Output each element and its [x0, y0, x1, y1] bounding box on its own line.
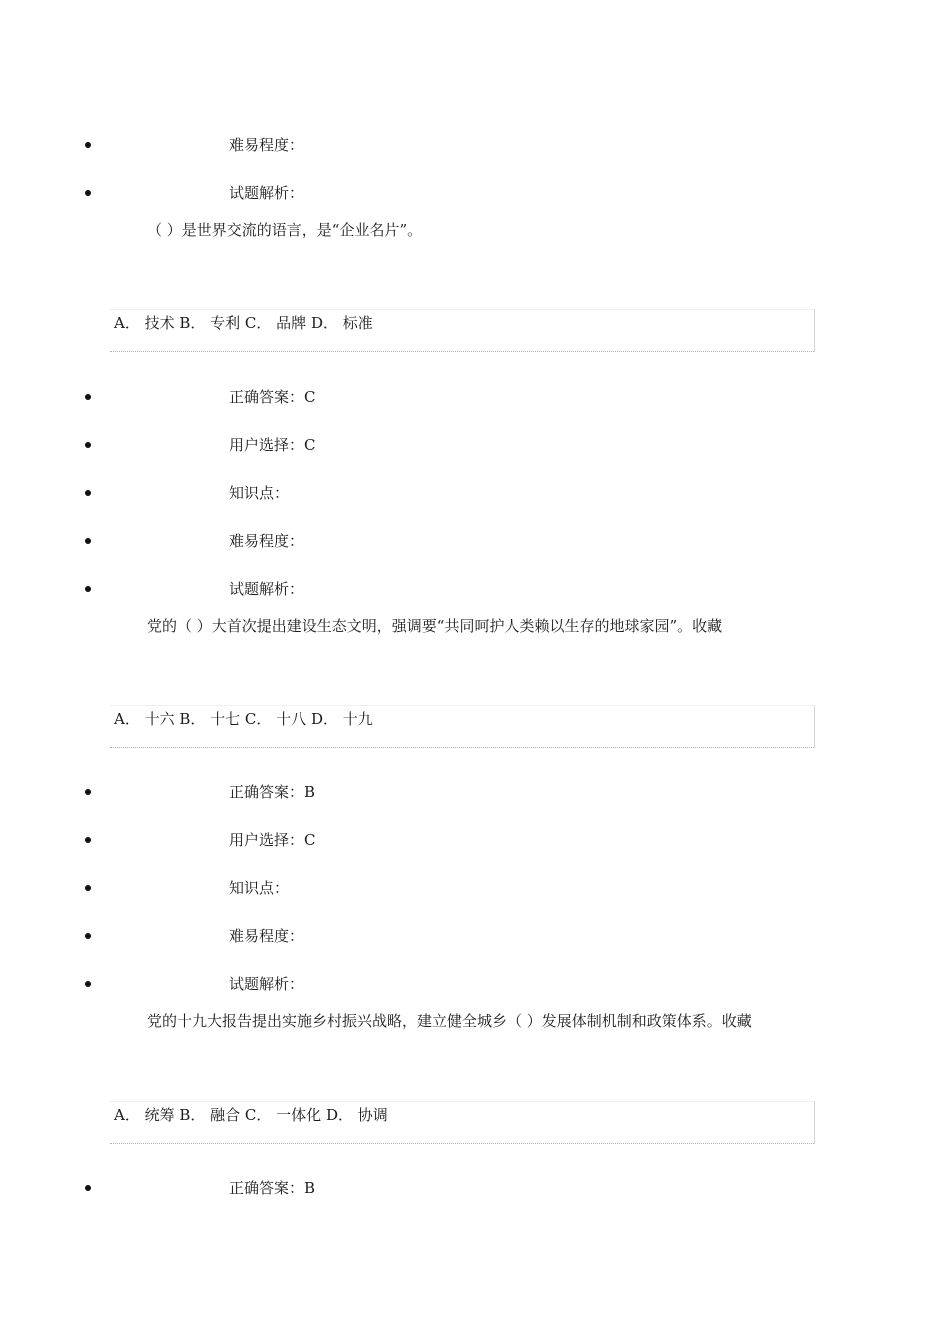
list-item	[0, 433, 950, 457]
field-value: C	[304, 831, 316, 849]
bullet-icon	[85, 190, 91, 196]
field-value: B	[304, 783, 316, 801]
list-item	[0, 780, 950, 804]
bullet-icon	[85, 981, 91, 987]
field-label: 知识点：	[229, 879, 290, 897]
bullet-icon	[85, 490, 91, 496]
field-label: 难易程度：	[229, 927, 305, 945]
bullet-icon	[85, 789, 91, 795]
list-item	[0, 385, 950, 409]
question-text: （ ）是世界交流的语言，是“企业名片”。	[147, 221, 423, 239]
field-label: 难易程度：	[229, 136, 305, 154]
options-box	[110, 705, 815, 748]
list-item	[0, 972, 950, 996]
list-item	[0, 924, 950, 948]
list-item	[0, 181, 950, 205]
field-value: C	[304, 436, 316, 454]
field-label: 知识点：	[229, 484, 290, 502]
options-text: A． 统筹 B． 融合 C． 一体化 D． 协调	[114, 1106, 388, 1124]
field-label: 试题解析：	[229, 184, 305, 202]
field-label: 试题解析：	[229, 975, 305, 993]
options-box	[110, 309, 815, 352]
bullet-icon	[85, 142, 91, 148]
list-item	[0, 529, 950, 553]
list-item	[0, 577, 950, 601]
list-item	[0, 481, 950, 505]
options-text: A． 技术 B． 专利 C． 品牌 D． 标准	[114, 314, 373, 332]
question-text: 党的（ ）大首次提出建设生态文明，强调要“共同呵护人类赖以生存的地球家园”。收藏	[147, 617, 723, 635]
list-item	[0, 133, 950, 157]
bullet-icon	[85, 1185, 91, 1191]
bullet-icon	[85, 442, 91, 448]
field-label: 正确答案：	[229, 783, 305, 801]
options-text: A． 十六 B． 十七 C． 十八 D． 十九	[114, 710, 373, 728]
field-value: C	[304, 388, 316, 406]
bullet-icon	[85, 538, 91, 544]
list-item	[0, 876, 950, 900]
bullet-icon	[85, 837, 91, 843]
options-box	[110, 1101, 815, 1144]
field-label: 用户选择：	[229, 436, 305, 454]
list-item	[0, 828, 950, 852]
field-label: 正确答案：	[229, 388, 305, 406]
question-text: 党的十九大报告提出实施乡村振兴战略，建立健全城乡（ ）发展体制机制和政策体系。收藏	[147, 1012, 752, 1030]
list-item	[0, 1176, 950, 1200]
bullet-icon	[85, 586, 91, 592]
bullet-icon	[85, 885, 91, 891]
bullet-icon	[85, 394, 91, 400]
field-label: 用户选择：	[229, 831, 305, 849]
field-label: 正确答案：	[229, 1179, 305, 1197]
field-label: 试题解析：	[229, 580, 305, 598]
bullet-icon	[85, 933, 91, 939]
field-label: 难易程度：	[229, 532, 305, 550]
field-value: B	[304, 1179, 316, 1197]
